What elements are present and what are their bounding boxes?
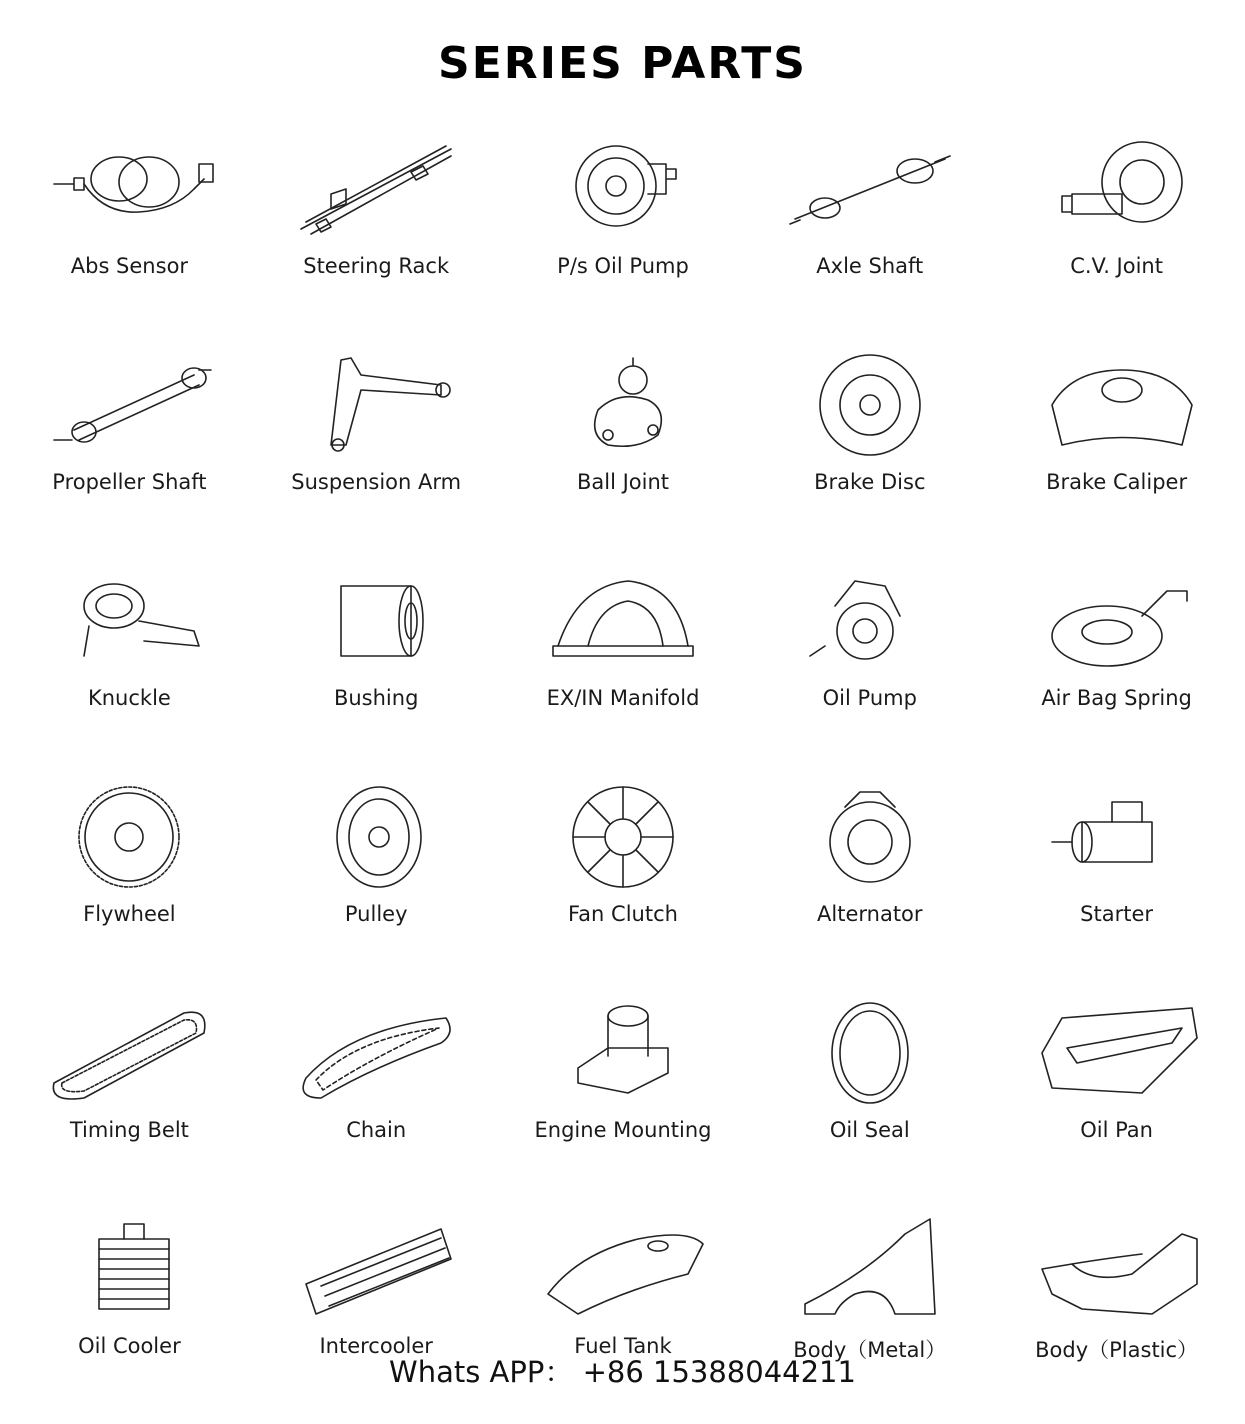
part-tile <box>746 128 993 344</box>
air-bag-spring-icon <box>1032 566 1202 676</box>
part-tile <box>993 344 1240 560</box>
part-tile <box>253 776 500 992</box>
brake-caliper-icon <box>1032 350 1202 460</box>
part-label: Timing Belt <box>69 1118 189 1142</box>
part-label: Fan Clutch <box>568 902 678 926</box>
contact-line: Whats APP： +86 15388044211 <box>389 1355 856 1389</box>
part-label: Oil Seal <box>829 1118 910 1142</box>
part-tile <box>6 992 253 1208</box>
parts-grid <box>6 128 1240 1424</box>
starter-icon <box>1032 782 1202 892</box>
brake-disc-icon <box>785 350 955 460</box>
part-label: Suspension Arm <box>291 470 462 494</box>
ball-joint-icon <box>538 350 708 460</box>
part-tile <box>746 560 993 776</box>
part-tile <box>993 560 1240 776</box>
propeller-shaft-icon <box>44 350 214 460</box>
oil-seal-icon <box>785 998 955 1108</box>
part-tile <box>746 1208 993 1424</box>
part-tile <box>500 776 747 992</box>
part-tile <box>253 992 500 1208</box>
part-tile <box>746 776 993 992</box>
part-label: Brake Disc <box>814 470 926 494</box>
part-tile <box>253 128 500 344</box>
intercooler-icon <box>291 1214 461 1324</box>
part-tile <box>993 1208 1240 1424</box>
part-tile <box>253 1208 500 1424</box>
oil-cooler-icon <box>44 1214 214 1324</box>
part-label: Ball Joint <box>576 470 670 494</box>
steering-rack-icon <box>291 134 461 244</box>
axle-shaft-icon <box>785 134 955 244</box>
part-label: Oil Pan <box>1080 1118 1153 1142</box>
part-label: Starter <box>1080 902 1154 926</box>
part-label: Alternator <box>817 902 923 926</box>
part-tile <box>6 1208 253 1424</box>
page-title: SERIES PARTS <box>438 38 807 89</box>
part-label: Intercooler <box>319 1334 433 1358</box>
oil-pump-icon <box>785 566 955 676</box>
part-tile <box>6 776 253 992</box>
part-label: Brake Caliper <box>1046 470 1188 494</box>
part-label: P/s Oil Pump <box>557 254 689 278</box>
part-label: Bushing <box>333 686 419 710</box>
part-tile <box>253 344 500 560</box>
part-label: Abs Sensor <box>70 254 189 278</box>
part-label: Air Bag Spring <box>1041 686 1192 710</box>
part-tile <box>6 560 253 776</box>
part-label: Propeller Shaft <box>52 470 207 494</box>
part-label: Knuckle <box>87 686 171 710</box>
bushing-icon <box>291 566 461 676</box>
part-tile <box>993 128 1240 344</box>
part-tile <box>993 776 1240 992</box>
suspension-arm-icon <box>291 350 461 460</box>
engine-mounting-icon <box>538 998 708 1108</box>
part-tile <box>500 1208 747 1424</box>
part-label: Engine Mounting <box>534 1118 712 1142</box>
alternator-icon <box>785 782 955 892</box>
part-tile <box>993 992 1240 1208</box>
body-plastic-icon <box>1032 1214 1202 1324</box>
part-tile <box>6 128 253 344</box>
part-tile <box>253 560 500 776</box>
part-label: C.V. Joint <box>1070 254 1163 278</box>
part-tile <box>500 560 747 776</box>
part-label: Chain <box>346 1118 407 1142</box>
timing-belt-icon <box>44 998 214 1108</box>
part-tile <box>500 992 747 1208</box>
part-label: Body（Metal） <box>793 1338 947 1362</box>
part-tile <box>6 344 253 560</box>
part-tile <box>500 128 747 344</box>
flywheel-icon <box>44 782 214 892</box>
manifold-icon <box>538 566 708 676</box>
fuel-tank-icon <box>538 1214 708 1324</box>
abs-sensor-icon <box>44 134 214 244</box>
part-label: Oil Pump <box>822 686 917 710</box>
cv-joint-icon <box>1032 134 1202 244</box>
fan-clutch-icon <box>538 782 708 892</box>
part-label: Oil Cooler <box>78 1334 181 1358</box>
part-label: Flywheel <box>83 902 176 926</box>
chain-icon <box>291 998 461 1108</box>
part-tile <box>746 992 993 1208</box>
body-metal-icon <box>785 1214 955 1324</box>
knuckle-icon <box>44 566 214 676</box>
part-tile <box>746 344 993 560</box>
part-label: Fuel Tank <box>574 1334 672 1358</box>
part-label: Pulley <box>344 902 408 926</box>
part-label: Body（Plastic） <box>1035 1338 1199 1362</box>
pulley-icon <box>291 782 461 892</box>
power-steering-pump-icon <box>538 134 708 244</box>
part-label: EX/IN Manifold <box>546 686 700 710</box>
part-tile <box>500 344 747 560</box>
oil-pan-icon <box>1032 998 1202 1108</box>
part-label: Axle Shaft <box>816 254 924 278</box>
part-label: Steering Rack <box>303 254 450 278</box>
